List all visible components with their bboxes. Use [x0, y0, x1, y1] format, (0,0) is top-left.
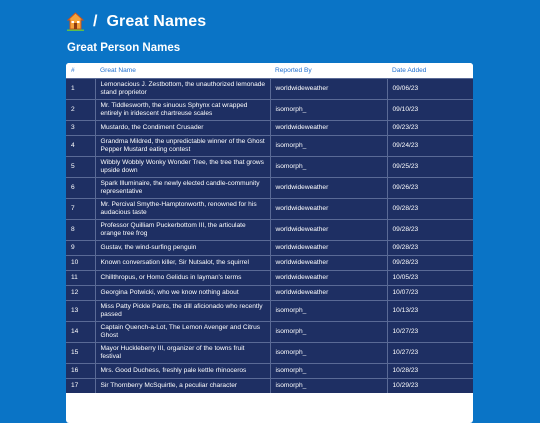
row-reported-by: worldwideweather	[270, 177, 387, 198]
table-row	[66, 270, 473, 285]
row-number: 4	[66, 135, 95, 156]
row-number: 9	[66, 240, 95, 255]
row-reported-by: isomorph_	[270, 300, 387, 321]
table-row	[66, 300, 473, 321]
table-row	[66, 177, 473, 198]
row-great-name: Georgina Potwicki, who we know nothing about	[95, 285, 270, 300]
row-number: 7	[66, 198, 95, 219]
row-date-added: 09/10/23	[387, 99, 473, 120]
row-number: 16	[66, 363, 95, 378]
row-date-added: 09/28/23	[387, 240, 473, 255]
row-great-name: Mrs. Good Duchess, freshly pale kettle rhinoceros	[95, 363, 270, 378]
column-header-date-added[interactable]: Date Added	[387, 63, 473, 78]
row-reported-by: worldwideweather	[270, 255, 387, 270]
table-row	[66, 219, 473, 240]
column-header-number[interactable]: #	[66, 63, 95, 78]
row-date-added: 10/28/23	[387, 363, 473, 378]
row-reported-by: isomorph_	[270, 363, 387, 378]
row-date-added: 10/13/23	[387, 300, 473, 321]
row-date-added: 09/25/23	[387, 156, 473, 177]
row-date-added: 09/23/23	[387, 120, 473, 135]
table-row	[66, 240, 473, 255]
names-table-container	[66, 63, 473, 423]
row-great-name: Mayor Huckleberry III, organizer of the towns fruit festival	[95, 342, 270, 363]
column-header-great-name[interactable]: Great Name	[95, 63, 270, 78]
row-great-name: Chillthropus, or Homo Gelidus in layman's terms	[95, 270, 270, 285]
section-title: Great Person Names	[67, 42, 181, 54]
row-number: 5	[66, 156, 95, 177]
row-number: 11	[66, 270, 95, 285]
table-row	[66, 198, 473, 219]
row-great-name: Known conversation killer, Sir Nutsalot, the squirrel	[95, 255, 270, 270]
row-great-name: Mustardo, the Condiment Crusader	[95, 120, 270, 135]
row-great-name: Wibbly Wobbly Wonky Wonder Tree, the tree that grows upside down	[95, 156, 270, 177]
row-great-name: Gustav, the wind-surfing penguin	[95, 240, 270, 255]
row-date-added: 10/27/23	[387, 342, 473, 363]
row-reported-by: worldwideweather	[270, 270, 387, 285]
table-row	[66, 156, 473, 177]
row-number: 8	[66, 219, 95, 240]
page-title: Great Names	[106, 12, 207, 30]
row-reported-by: isomorph_	[270, 99, 387, 120]
row-number: 3	[66, 120, 95, 135]
row-reported-by: worldwideweather	[270, 219, 387, 240]
row-number: 10	[66, 255, 95, 270]
table-header-row	[66, 63, 473, 78]
row-great-name: Lemonacious J. Zestbottom, the unauthorized lemonade stand proprietor	[95, 78, 270, 99]
table-row	[66, 321, 473, 342]
table-row	[66, 99, 473, 120]
row-number: 1	[66, 78, 95, 99]
names-table	[66, 63, 473, 393]
row-date-added: 10/27/23	[387, 321, 473, 342]
row-great-name: Sir Thornberry McSquirtle, a peculiar character	[95, 378, 270, 393]
row-number: 2	[66, 99, 95, 120]
column-header-reported-by[interactable]: Reported By	[270, 63, 387, 78]
table-row	[66, 285, 473, 300]
row-reported-by: worldwideweather	[270, 78, 387, 99]
table-row	[66, 78, 473, 99]
row-date-added: 09/28/23	[387, 219, 473, 240]
row-date-added: 09/24/23	[387, 135, 473, 156]
row-number: 14	[66, 321, 95, 342]
row-great-name: Grandma Mildred, the unpredictable winner of the Ghost Pepper Mustard eating contest	[95, 135, 270, 156]
row-great-name: Mr. Tiddlesworth, the sinuous Sphynx cat wrapped entirely in iridescent chartreuse scales	[95, 99, 270, 120]
table-row	[66, 255, 473, 270]
row-reported-by: isomorph_	[270, 321, 387, 342]
row-reported-by: worldwideweather	[270, 240, 387, 255]
table-body	[66, 78, 473, 393]
table-row	[66, 363, 473, 378]
table-row	[66, 342, 473, 363]
table-row	[66, 120, 473, 135]
row-date-added: 09/06/23	[387, 78, 473, 99]
row-reported-by: isomorph_	[270, 342, 387, 363]
row-date-added: 09/26/23	[387, 177, 473, 198]
row-number: 6	[66, 177, 95, 198]
row-reported-by: worldwideweather	[270, 198, 387, 219]
table-row	[66, 135, 473, 156]
row-date-added: 10/05/23	[387, 270, 473, 285]
row-reported-by: worldwideweather	[270, 120, 387, 135]
row-great-name: Professor Quilliam Puckerbottom III, the articulate orange tree frog	[95, 219, 270, 240]
row-number: 13	[66, 300, 95, 321]
row-number: 12	[66, 285, 95, 300]
row-number: 17	[66, 378, 95, 393]
row-reported-by: isomorph_	[270, 135, 387, 156]
row-reported-by: worldwideweather	[270, 285, 387, 300]
row-date-added: 09/28/23	[387, 198, 473, 219]
row-reported-by: isomorph_	[270, 378, 387, 393]
row-great-name: Spark Illuminaire, the newly elected candle-community representative	[95, 177, 270, 198]
row-reported-by: isomorph_	[270, 156, 387, 177]
row-date-added: 09/28/23	[387, 255, 473, 270]
row-great-name: Miss Patty Pickle Pants, the dill aficionado who recently passed	[95, 300, 270, 321]
home-icon[interactable]	[67, 12, 84, 31]
page-header	[67, 12, 206, 31]
table-row	[66, 378, 473, 393]
row-date-added: 10/29/23	[387, 378, 473, 393]
row-date-added: 10/07/23	[387, 285, 473, 300]
row-number: 15	[66, 342, 95, 363]
row-great-name: Mr. Percival Smythe-Hamptonworth, renowned for his audacious taste	[95, 198, 270, 219]
row-great-name: Captain Quench-a-Lot, The Lemon Avenger and Citrus Ghost	[95, 321, 270, 342]
breadcrumb-separator: /	[93, 12, 98, 30]
